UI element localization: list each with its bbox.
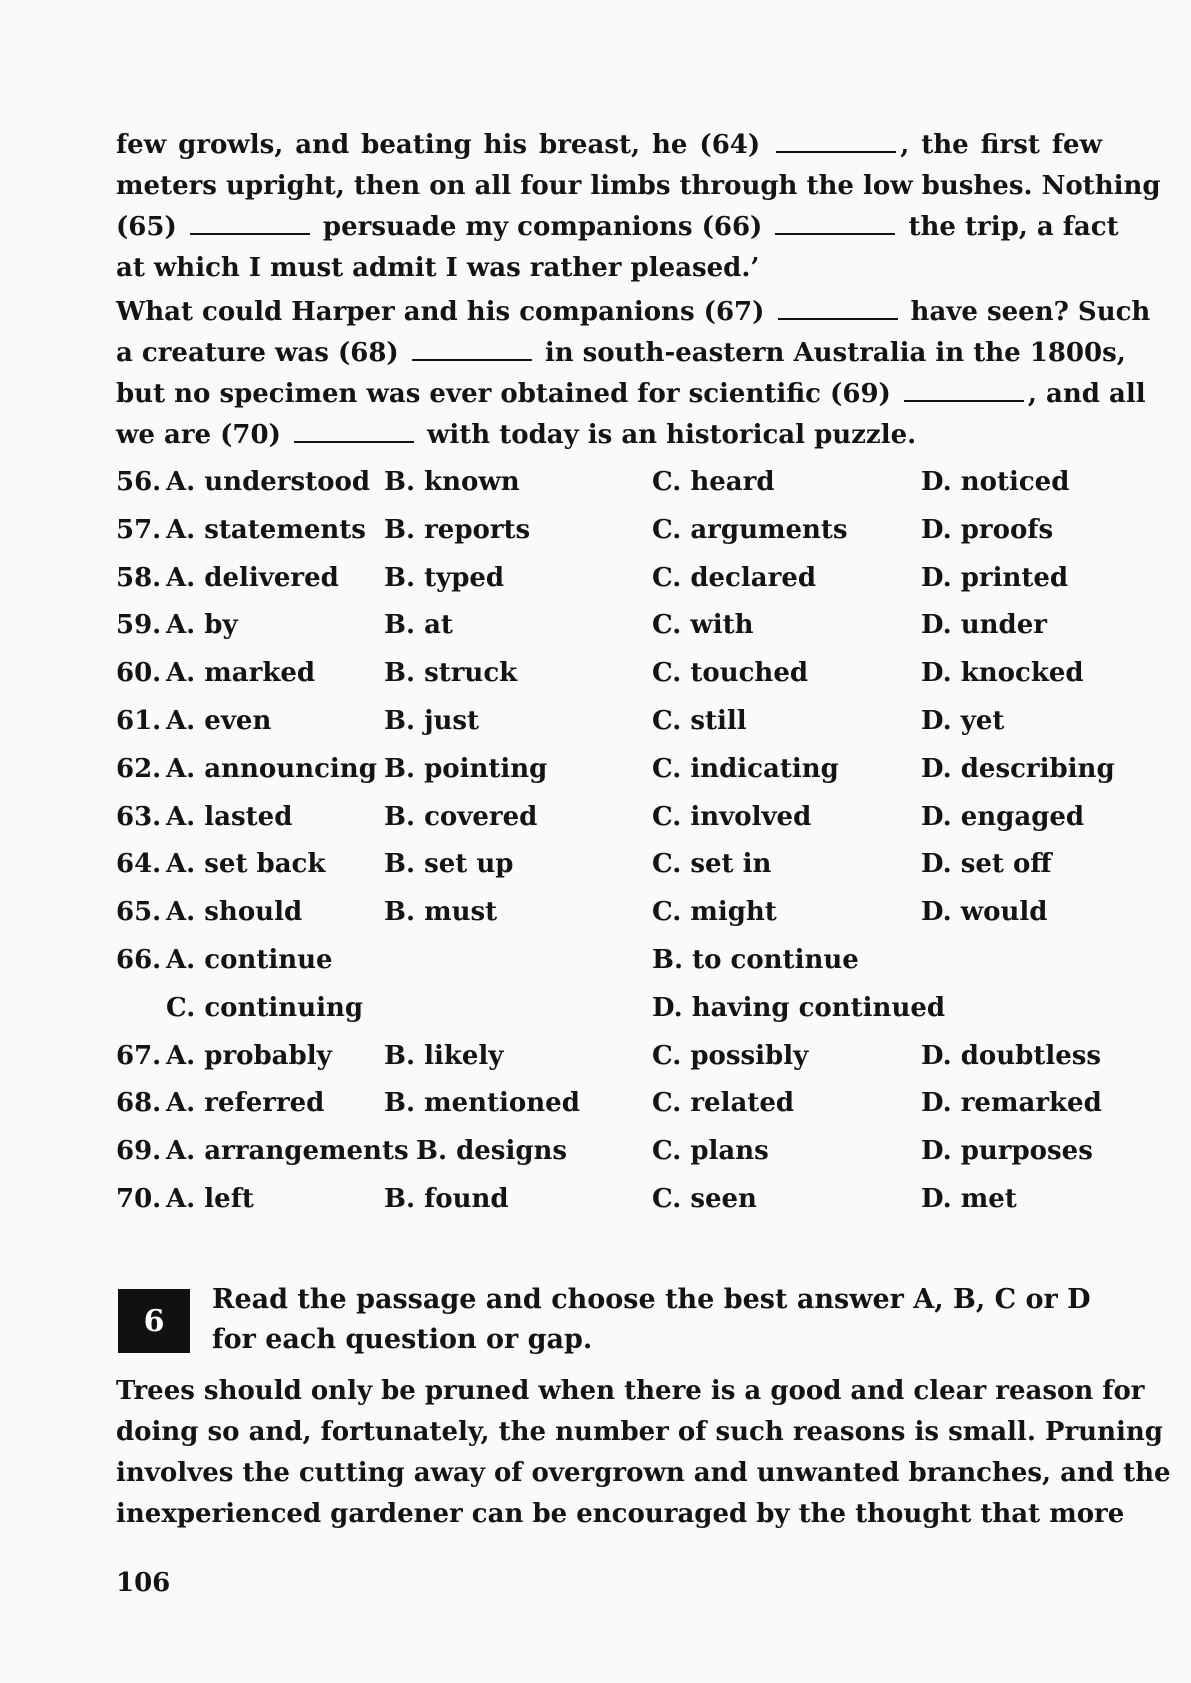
option-b: B. pointing xyxy=(384,753,548,784)
option-a: A. set back xyxy=(166,849,326,880)
question-row xyxy=(116,844,1106,892)
option-d: D. printed xyxy=(921,562,1069,593)
option-c: C. declared xyxy=(652,562,817,593)
passage-mid xyxy=(116,292,1151,456)
gap-66 xyxy=(775,213,895,235)
option-d: D. under xyxy=(921,610,1047,641)
option-a: A. announcing xyxy=(166,753,377,784)
option-a: A. left xyxy=(166,1183,254,1214)
question-number: 59. xyxy=(116,610,162,641)
question-row-continued xyxy=(116,988,1106,1036)
option-b: B. likely xyxy=(384,1040,504,1071)
option-d: D. engaged xyxy=(921,801,1085,832)
passage-line: but no specimen was ever obtained for scientific (69) , and all xyxy=(116,379,1146,409)
option-c: C. possibly xyxy=(652,1040,809,1071)
question-number: 56. xyxy=(116,467,162,497)
question-row xyxy=(116,1179,1106,1227)
option-b: B. reports xyxy=(384,514,531,545)
gap-65 xyxy=(190,213,310,235)
option-c: C. related xyxy=(652,1088,795,1119)
passage-line: few growls, and beating his breast, he (64) , the first few xyxy=(116,130,1102,160)
option-b: B. struck xyxy=(384,658,518,689)
option-d: D. doubtless xyxy=(921,1040,1102,1071)
option-d: D. noticed xyxy=(921,467,1070,497)
option-c: C. might xyxy=(652,897,777,928)
question-row xyxy=(116,1131,1106,1179)
passage-line: (65) persuade my companions (66) the trip, a fact xyxy=(116,212,1119,242)
question-number: 70. xyxy=(116,1183,162,1214)
question-number: 66. xyxy=(116,944,162,975)
question-row xyxy=(116,1036,1106,1084)
passage-line: doing so and, fortunately, the number of such reasons is small. Pruning xyxy=(116,1417,1163,1447)
answer-options xyxy=(116,462,1115,1227)
question-number: 58. xyxy=(116,562,162,593)
gap-68 xyxy=(412,339,532,361)
option-b: B. to continue xyxy=(652,944,859,975)
question-number: 57. xyxy=(116,514,162,545)
question-number: 64. xyxy=(116,849,162,880)
question-number: 67. xyxy=(116,1040,162,1071)
section-number-badge: 6 xyxy=(118,1289,190,1353)
option-a: A. marked xyxy=(166,658,316,689)
option-a: A. delivered xyxy=(166,562,339,593)
option-a: A. should xyxy=(166,897,303,928)
question-row xyxy=(116,1083,1106,1131)
option-a: A. referred xyxy=(166,1088,325,1119)
passage-line: inexperienced gardener can be encouraged by the thought that more xyxy=(116,1499,1125,1529)
option-a: A. by xyxy=(166,610,238,641)
gap-69 xyxy=(904,380,1024,402)
option-c: C. touched xyxy=(652,658,809,689)
passage-bottom xyxy=(116,1371,1171,1535)
option-c: C. arguments xyxy=(652,514,848,545)
question-row xyxy=(116,892,1106,940)
gap-67 xyxy=(778,298,898,320)
option-d: D. having continued xyxy=(652,992,946,1023)
option-b: B. found xyxy=(384,1183,509,1214)
option-b: B. at xyxy=(384,610,453,641)
option-a: A. lasted xyxy=(166,801,293,832)
question-row xyxy=(116,558,1106,606)
option-b: B. designs xyxy=(416,1136,568,1167)
option-d: D. met xyxy=(921,1183,1017,1214)
passage-line: involves the cutting away of overgrown and unwanted branches, and the xyxy=(116,1458,1171,1488)
option-d: D. knocked xyxy=(921,658,1084,689)
option-d: D. proofs xyxy=(921,514,1054,545)
question-row xyxy=(116,510,1106,558)
question-number: 68. xyxy=(116,1088,162,1119)
option-a: A. arrangements xyxy=(166,1136,409,1167)
question-row xyxy=(116,462,1106,510)
option-d: D. set off xyxy=(921,849,1052,880)
option-b: B. covered xyxy=(384,801,538,832)
option-a: A. continue xyxy=(166,944,333,975)
question-row xyxy=(116,701,1106,749)
option-d: D. remarked xyxy=(921,1088,1102,1119)
option-a: A. even xyxy=(166,705,272,736)
question-number: 61. xyxy=(116,705,162,736)
question-row xyxy=(116,605,1106,653)
option-d: D. yet xyxy=(921,705,1005,736)
passage-line: Trees should only be pruned when there is a good and clear reason for xyxy=(116,1376,1145,1406)
option-c: C. heard xyxy=(652,467,775,497)
option-a: A. probably xyxy=(166,1040,332,1071)
question-row xyxy=(116,797,1106,845)
passage-line: What could Harper and his companions (67) have seen? Such xyxy=(116,297,1151,327)
question-row xyxy=(116,653,1106,701)
option-b: B. mentioned xyxy=(384,1088,580,1119)
passage-line: a creature was (68) in south-eastern Australia in the 1800s, xyxy=(116,338,1126,368)
option-d: D. would xyxy=(921,897,1048,928)
option-c: C. still xyxy=(652,705,747,736)
gap-70 xyxy=(294,421,414,443)
question-number: 65. xyxy=(116,897,162,928)
section-instruction: Read the passage and choose the best answer A, B, C or D for each question or gap. xyxy=(212,1284,1091,1355)
option-b: B. known xyxy=(384,467,520,497)
option-c: C. indicating xyxy=(652,753,839,784)
gap-64 xyxy=(776,131,896,153)
passage-line: we are (70) with today is an historical puzzle. xyxy=(116,420,917,450)
question-number: 60. xyxy=(116,658,162,689)
passage-line: at which I must admit I was rather pleased.’ xyxy=(116,253,760,283)
passage-top xyxy=(116,125,1161,289)
option-c: C. plans xyxy=(652,1136,769,1167)
option-c: C. continuing xyxy=(166,992,364,1023)
question-number: 62. xyxy=(116,753,162,784)
question-row xyxy=(116,940,1106,988)
option-b: B. set up xyxy=(384,849,514,880)
option-b: B. just xyxy=(384,705,480,736)
option-b: B. typed xyxy=(384,562,505,593)
option-c: C. involved xyxy=(652,801,812,832)
question-row xyxy=(116,749,1115,797)
page-number: 106 xyxy=(116,1568,171,1598)
option-d: D. purposes xyxy=(921,1136,1093,1167)
option-a: A. understood xyxy=(166,467,371,497)
option-c: C. with xyxy=(652,610,754,641)
passage-line: meters upright, then on all four limbs through the low bushes. Nothing xyxy=(116,171,1161,201)
option-d: D. describing xyxy=(921,753,1115,784)
question-number: 63. xyxy=(116,801,162,832)
option-a: A. statements xyxy=(166,514,366,545)
option-c: C. set in xyxy=(652,849,772,880)
option-b: B. must xyxy=(384,897,498,928)
option-c: C. seen xyxy=(652,1183,757,1214)
question-number: 69. xyxy=(116,1136,162,1167)
